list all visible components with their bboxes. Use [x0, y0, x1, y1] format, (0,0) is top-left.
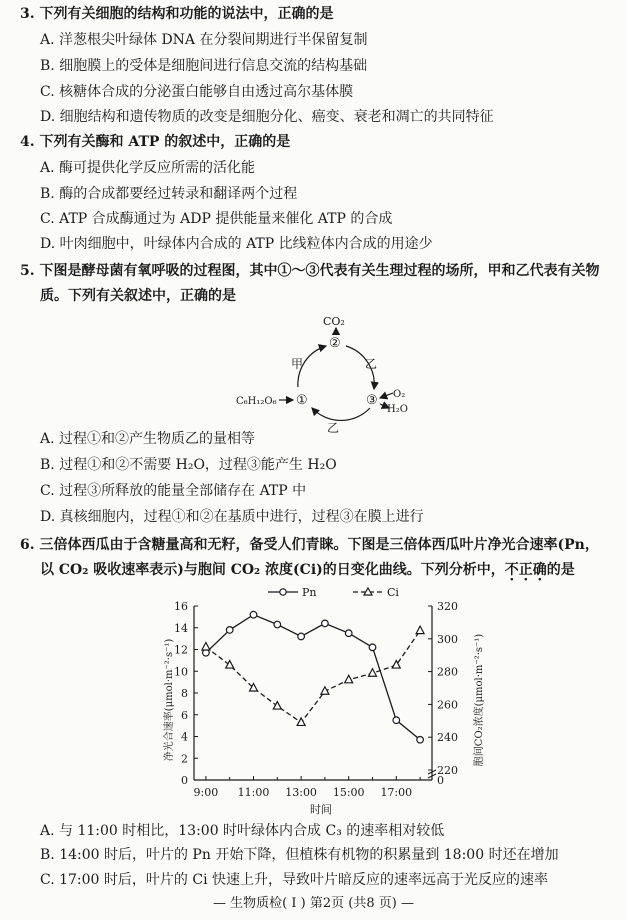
right-tick-label: 280	[437, 665, 458, 679]
q6-option-a: A. 与 11:00 时相比，13:00 时叶绿体内合成 C₃ 的速率相对较低	[40, 823, 445, 839]
yi-label-bottom: 乙	[327, 421, 340, 435]
x-axis-label: 时间	[310, 803, 332, 816]
q6-emph-2: 正	[518, 562, 533, 578]
left-tick-label: 16	[174, 600, 188, 613]
q5-option-c: C. 过程③所释放的能量全部储存在 ATP 中	[40, 483, 307, 499]
x-tick-label: 17:00	[380, 786, 413, 799]
page-footer: — 生物质检( I ) 第2页 (共8 页) —	[213, 896, 414, 911]
q4-option-b: B. 酶的合成都要经过转录和翻译两个过程	[40, 186, 298, 202]
legend-pn	[268, 586, 317, 599]
jia-label: 甲	[291, 357, 304, 371]
q6-stem-line1: 6. 三倍体西瓜由于含糖量高和无籽，备受人们青睐。下图是三倍体西瓜叶片净光合速率(Pn，	[20, 537, 599, 553]
pn-point	[393, 717, 400, 724]
co2-label: CO₂	[323, 315, 345, 328]
ci-point	[202, 643, 210, 651]
q5-option-d: D. 真核细胞内，过程①和②在基质中进行，过程③在膜上进行	[40, 509, 424, 525]
legend-ci-text: Ci	[387, 586, 399, 599]
legend-pn-text: Pn	[302, 586, 317, 599]
q6-emph-3: 确	[532, 562, 547, 578]
node-1: ①	[296, 393, 308, 408]
q5-stem-line1: 5. 下图是酵母菌有氧呼吸的过程图，其中①～③代表有关生理过程的场所，甲和乙代表有关物	[20, 263, 600, 279]
ci-point	[345, 675, 353, 683]
pn-point	[417, 736, 424, 743]
left-tick-label: 14	[174, 621, 188, 635]
series-line-pn	[206, 615, 420, 740]
left-tick-label: 8	[181, 687, 188, 700]
q5-option-a: A. 过程①和②产生物质乙的量相等	[40, 431, 256, 447]
pn-point	[250, 611, 257, 618]
ci-point	[226, 661, 234, 669]
q5-option-b: B. 过程①和②不需要 H₂O，过程③能产生 H₂O	[40, 457, 337, 473]
ci-point	[416, 626, 424, 634]
x-tick-label: 11:00	[237, 786, 270, 799]
q3-option-c: C. 核糖体合成的分泌蛋白能够自由透过高尔基体膜	[40, 84, 354, 100]
q3-option-a: A. 洋葱根尖叶绿体 DNA 在分裂间期进行半保留复制	[40, 32, 368, 48]
x-tick-label: 15:00	[332, 786, 365, 799]
left-axis-label: 净光合速率(μmol·m⁻²·s⁻¹)	[164, 638, 175, 762]
q4-option-a: A. 酶可提供化学反应所需的活化能	[40, 160, 256, 176]
q3-stem: 3. 下列有关细胞的结构和功能的说法中，正确的是	[20, 6, 334, 22]
legend-ci	[353, 586, 399, 599]
q4-stem: 4. 下列有关酶和 ATP 的叙述中，正确的是	[20, 134, 291, 150]
x-tick-label: 13:00	[285, 786, 317, 799]
right-tick-label: 320	[437, 600, 458, 613]
series-line-ci	[206, 631, 420, 723]
left-tick-label: 6	[181, 708, 188, 722]
o2-label: O₂	[393, 389, 406, 400]
q4-option-c: C. ATP 合成酶通过为 ADP 提供能量来催化 ATP 的合成	[40, 211, 393, 227]
right-axis-label: 胞间CO₂浓度(μmol·m⁻²·s⁻¹)	[474, 633, 485, 767]
pn-point	[345, 630, 352, 637]
pn-point	[369, 644, 376, 651]
q6-stem-line2-pre: 以 CO₂ 吸收速率表示)与胞间 CO₂ 浓度(Ci)的日变化曲线。下列分析中，	[40, 562, 505, 578]
ci-point	[297, 718, 305, 726]
pn-point	[226, 627, 233, 634]
left-tick-label: 0	[181, 774, 188, 787]
q3-option-b: B. 细胞膜上的受体是细胞间进行信息交流的结构基础	[40, 58, 368, 74]
ci-point	[369, 669, 377, 677]
q6-stem-line2-post: 的是	[546, 562, 575, 578]
pn-point	[322, 620, 329, 627]
left-tick-label: 2	[181, 752, 188, 766]
q6-option-b: B. 14:00 时后，叶片的 Pn 开始下降，但植株有机物的积累量到 18:00 时还在增加	[40, 847, 559, 863]
glucose-label: C₆H₁₂O₆	[236, 396, 277, 407]
h2o-label: H₂O	[387, 404, 408, 415]
yi-label-top: 乙	[365, 357, 378, 371]
q3-option-d: D. 细胞结构和遗传物质的改变是细胞分化、癌变、衰老和凋亡的共同特征	[40, 109, 494, 125]
node-3: ③	[366, 393, 378, 408]
left-tick-label: 10	[174, 665, 188, 679]
q6-option-c: C. 17:00 时后，叶片的 Ci 快速上升，导致叶片暗反应的速率远高于光反应的速率	[40, 872, 548, 888]
right-tick-label: 240	[437, 731, 458, 745]
pn-point	[274, 621, 281, 628]
left-tick-label: 12	[174, 643, 188, 657]
right-tick-label: 0	[437, 774, 444, 787]
q6-emph-1: 不	[504, 562, 519, 578]
q5-stem-line2: 质。下列有关叙述中，正确的是	[40, 288, 236, 304]
right-tick-label: 300	[437, 632, 458, 646]
x-tick-label: 9:00	[193, 786, 219, 799]
left-tick-label: 4	[181, 730, 188, 744]
right-tick-label: 220	[437, 764, 458, 777]
ci-point	[273, 702, 281, 710]
right-tick-label: 260	[437, 698, 458, 712]
q4-option-d: D. 叶肉细胞中，叶绿体内合成的 ATP 比线粒体内合成的用途少	[40, 236, 433, 252]
node-2: ②	[329, 336, 341, 351]
pn-point	[298, 633, 305, 640]
